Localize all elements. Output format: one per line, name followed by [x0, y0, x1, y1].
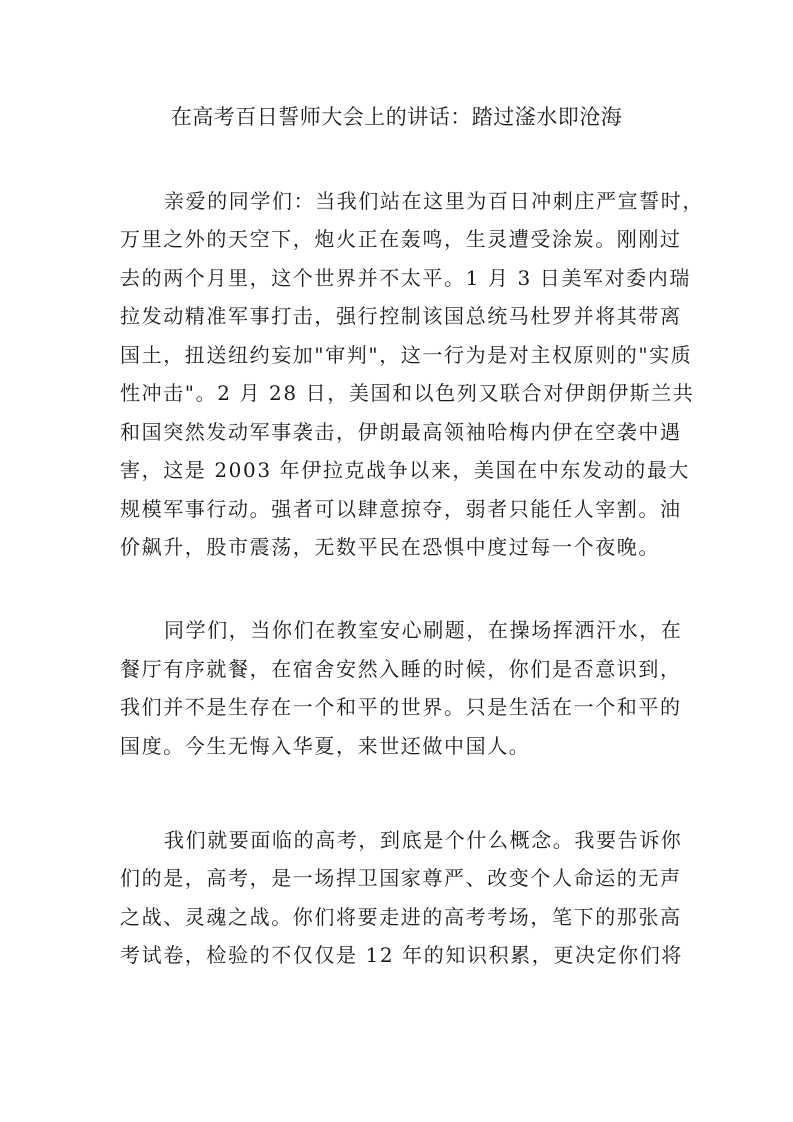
- paragraph-line: 规模军事行动。强者可以肆意掠夺，弱者只能任人宰割。油: [120, 497, 682, 521]
- paragraph-line: 考试卷，检验的不仅仅是 12 年的知识积累，更决定你们将: [120, 943, 683, 967]
- paragraph-line: 万里之外的天空下，炮火正在轰鸣，生灵遭受涂炭。刚刚过: [120, 227, 682, 251]
- paragraph-line: 国土，扭送纽约妄加"审判"，这一行为是对主权原则的"实质: [120, 343, 693, 367]
- paragraph-line: 害，这是 2003 年伊拉克战争以来，美国在中东发动的最大: [120, 458, 691, 482]
- paragraph-line: 我们就要面临的高考，到底是个什么概念。我要告诉你: [164, 828, 683, 852]
- paragraph-line: 同学们，当你们在教室安心刷题，在操场挥洒汗水，在: [164, 618, 683, 642]
- paragraph-line: 价飙升，股市震荡，无数平民在恐惧中度过每一个夜晚。: [120, 535, 660, 559]
- paragraph-line: 之战、灵魂之战。你们将要走进的高考考场，笔下的那张高: [120, 905, 682, 929]
- paragraph-line: 去的两个月里，这个世界并不太平。1 月 3 日美军对委内瑞: [120, 266, 691, 290]
- document-title: 在高考百日誓师大会上的讲话：踏过滏水即沧海: [170, 105, 623, 129]
- paragraph-line: 性冲击"。2 月 28 日，美国和以色列又联合对伊朗伊斯兰共: [120, 381, 695, 405]
- paragraph-line: 们的是，高考，是一场捍卫国家尊严、改变个人命运的无声: [120, 866, 682, 890]
- paragraph-line: 和国突然发动军事袭击，伊朗最高领袖哈梅内伊在空袭中遇: [120, 420, 682, 444]
- paragraph-line: 餐厅有序就餐，在宿舍安然入睡的时候，你们是否意识到，: [120, 657, 682, 681]
- paragraph-line: 拉发动精准军事打击，强行控制该国总统马杜罗并将其带离: [120, 304, 682, 328]
- paragraph-line: 我们并不是生存在一个和平的世界。只是生活在一个和平的: [120, 695, 682, 719]
- paragraph-line: 国度。今生无悔入华夏，来世还做中国人。: [120, 734, 531, 758]
- paragraph-line: 亲爱的同学们：当我们站在这里为百日冲刺庄严宣誓时，: [164, 189, 704, 213]
